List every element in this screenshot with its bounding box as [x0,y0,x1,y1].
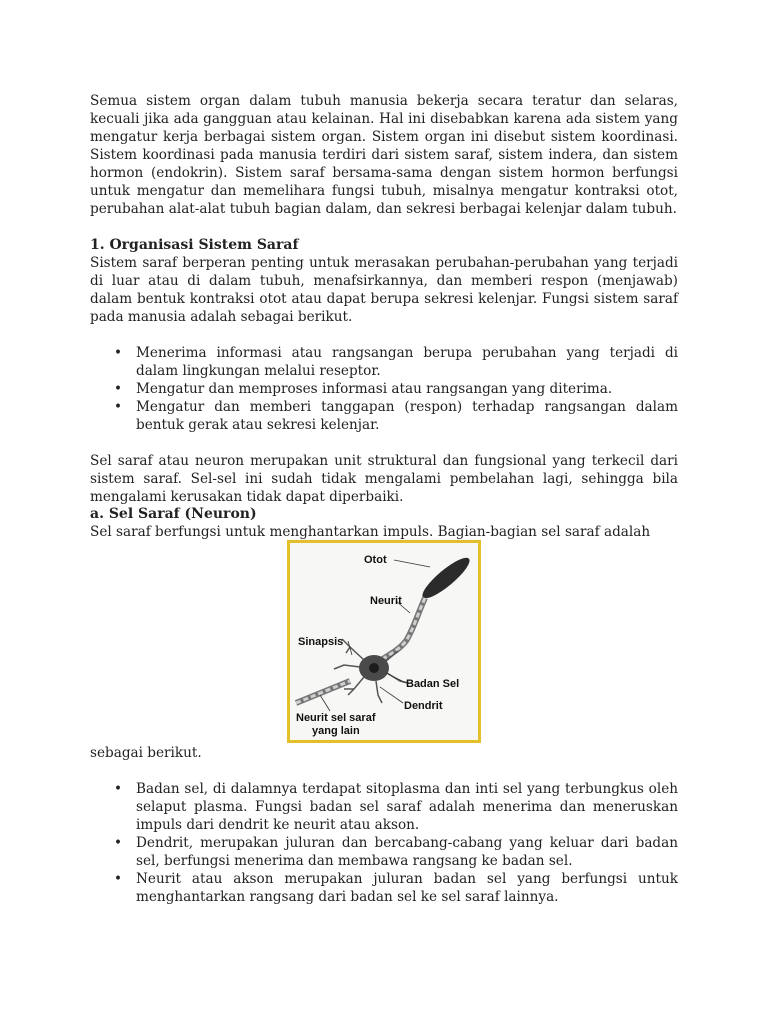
section-a-heading: a. Sel Saraf (Neuron) [90,506,257,522]
neuron-paragraph: Sel saraf atau neuron merupakan unit struktural dan fungsional yang terkecil dari sistem saraf. Sel-sel ini sudah tidak mengalami pembelahan lagi, sehingga bila mengalami kerusakan tidak dapat diperbaiki. [90,453,678,505]
nervous-system-functions-list [112,344,678,434]
neuron-diagram [287,540,481,743]
neuron-parts-list [112,780,678,906]
label-otot: Otot [364,554,387,566]
label-dendrit: Dendrit [404,700,443,712]
section-a-continuation: sebagai berikut. [90,745,202,761]
section-a-intro: Sel saraf berfungsi untuk menghantarkan impuls. Bagian-bagian sel saraf adalah [90,524,651,540]
neuron-illustration [290,543,478,740]
list-item: • Menerima informasi atau rangsangan berupa perubahan yang terjadi di dalam lingkungan melalui reseptor. [112,344,678,380]
label-neurit-lain-line2: yang lain [312,725,360,737]
list-item: • Dendrit, merupakan juluran dan bercabang-cabang yang keluar dari badan sel, berfungsi menerima dan membawa rangsang ke badan sel. [112,834,678,870]
section-1-heading: 1. Organisasi Sistem Saraf [90,237,299,253]
list-item: • Badan sel, di dalamnya terdapat sitoplasma dan inti sel yang terbungkus oleh selaput plasma. Fungsi badan sel saraf adalah menerima dan meneruskan impuls dari dendrit ke neurit atau akson. [112,780,678,834]
muscle-shape [418,553,474,604]
label-neurit-lain-line1: Neurit sel saraf [296,712,376,724]
label-badan-sel: Badan Sel [406,678,460,690]
list-item: • Neurit atau akson merupakan juluran badan sel yang berfungsi untuk menghantarkan rangsang dari badan sel ke sel saraf lainnya. [112,870,678,906]
intro-paragraph: Semua sistem organ dalam tubuh manusia bekerja secara teratur dan selaras, kecuali jika ada gangguan atau kelainan. Hal ini disebabkan karena ada sistem yang mengatur kerja berbagai sistem organ. Sistem organ ini disebut sistem koordinasi. Sistem koordinasi pada manusia terdiri dari sistem saraf, sistem indera, dan sistem hormon (endokrin). Sistem saraf bersama-sama dengan sistem hormon berfungsi untuk mengatur dan memelihara fungsi tubuh, misalnya mengatur kontraksi otot, perubahan alat-alat tubuh bagian dalam, dan sekresi berbagai kelenjar dalam tubuh. [90,93,678,217]
label-sinapsis: Sinapsis [298,636,344,648]
axon-shape [380,598,425,661]
label-neurit: Neurit [370,595,402,607]
list-item: • Mengatur dan memproses informasi atau rangsangan yang diterima. [112,380,678,398]
list-item: • Mengatur dan memberi tanggapan (respon) terhadap rangsangan dalam bentuk gerak atau sekresi kelenjar. [112,398,678,434]
section-1-paragraph: Sistem saraf berperan penting untuk merasakan perubahan-perubahan yang terjadi di luar atau di dalam tubuh, menafsirkannya, dan memberi respon (menjawab) dalam bentuk kontraksi otot atau dapat berupa sekresi kelenjar. Fungsi sistem saraf pada manusia adalah sebagai berikut. [90,255,678,325]
